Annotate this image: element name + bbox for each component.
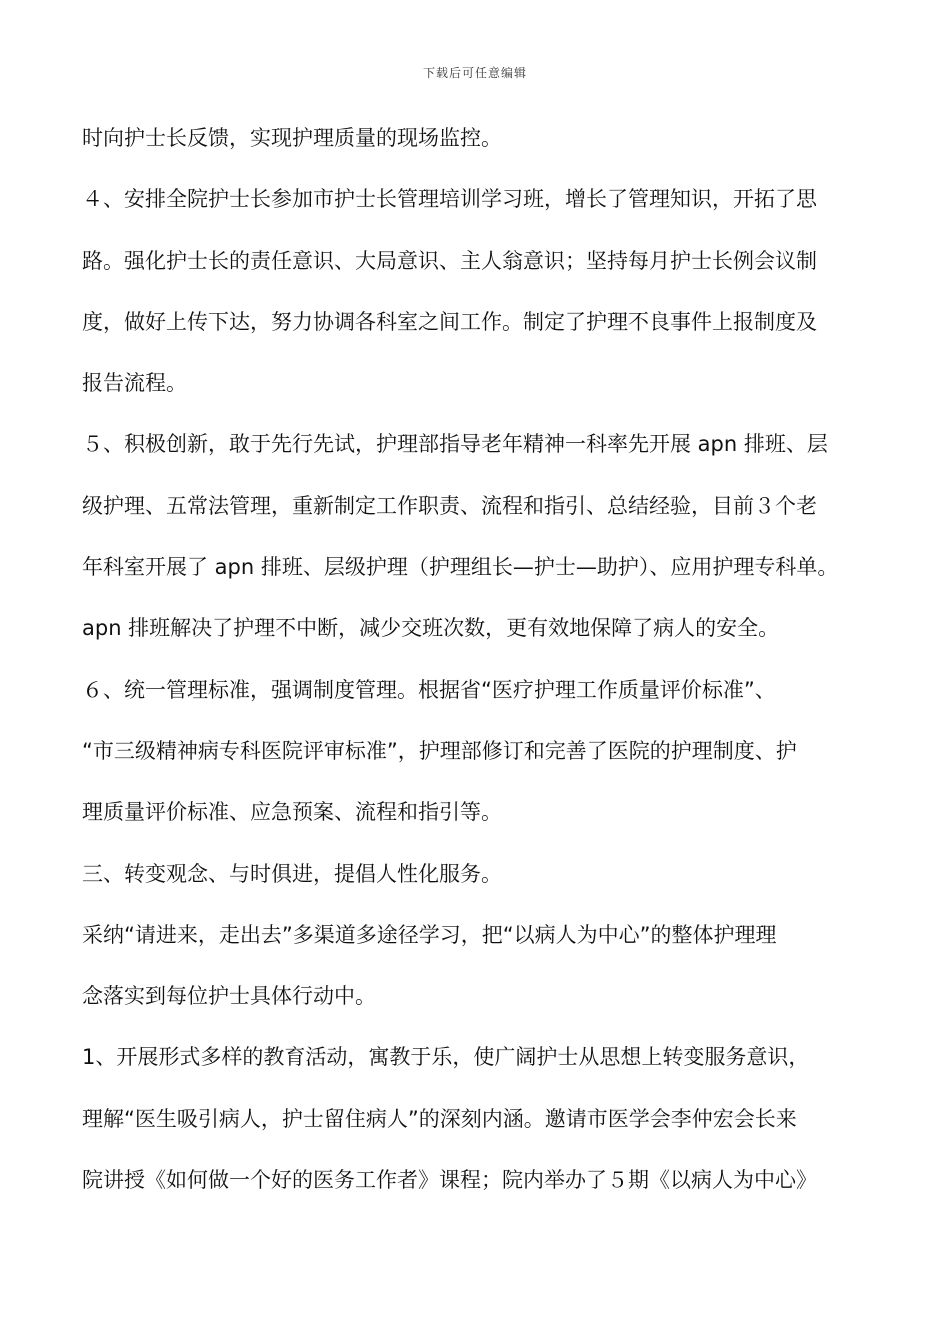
text-line: 报告流程。: [82, 371, 187, 396]
text-line: 理解“医生吸引病人，护士留住病人”的深刻内涵。邀请市医学会李仲宏会长来: [82, 1106, 797, 1131]
text-line: 理质量评价标准、应急预案、流程和指引等。: [82, 800, 502, 825]
text-line: 1、开展形式多样的教育活动，寓教于乐，使广阔护士从思想上转变服务意识，: [82, 1045, 810, 1070]
document-body: [82, 118, 882, 1221]
text-line: 级护理、五常法管理，重新制定工作职责、流程和指引、总结经验，目前３个老: [82, 493, 817, 518]
text-line: 院讲授《如何做一个好的医务工作者》课程；院内举办了５期《以病人为中心》: [82, 1168, 817, 1193]
text-line: “市三级精神病专科医院评审标准”，护理部修订和完善了医院的护理制度、护: [82, 738, 797, 763]
text-line: apn 排班解决了护理不中断，减少交班次数，更有效地保障了病人的安全。: [82, 616, 780, 641]
text-line: 时向护士长反馈，实现护理质量的现场监控。: [82, 126, 502, 150]
text-line: 三、转变观念、与时俱进，提倡人性化服务。: [82, 861, 502, 886]
text-line: ５、积极创新，敢于先行先试，护理部指导老年精神一科率先开展 apn 排班、层: [82, 432, 828, 457]
text-line: 度，做好上传下达，努力协调各科室之间工作。制定了护理不良事件上报制度及: [82, 309, 817, 334]
text-line: 念落实到每位护士具体行动中。: [82, 984, 376, 1009]
text-line: 年科室开展了 apn 排班、层级护理（护理组长—护士—助护）、应用护理专科单。: [82, 555, 839, 580]
text-line: ６、统一管理标准，强调制度管理。根据省“医疗护理工作质量评价标准”、: [82, 677, 776, 702]
page-header: 下载后可任意编辑: [422, 66, 527, 80]
text-line: 采纳“请进来，走出去”多渠道多途径学习，把“以病人为中心”的整体护理理: [82, 922, 777, 947]
text-line: ４、安排全院护士长参加市护士长管理培训学习班，增长了管理知识，开拓了思: [82, 187, 817, 212]
text-line: 路。强化护士长的责任意识、大局意识、主人翁意识；坚持每月护士长例会议制: [82, 248, 817, 273]
